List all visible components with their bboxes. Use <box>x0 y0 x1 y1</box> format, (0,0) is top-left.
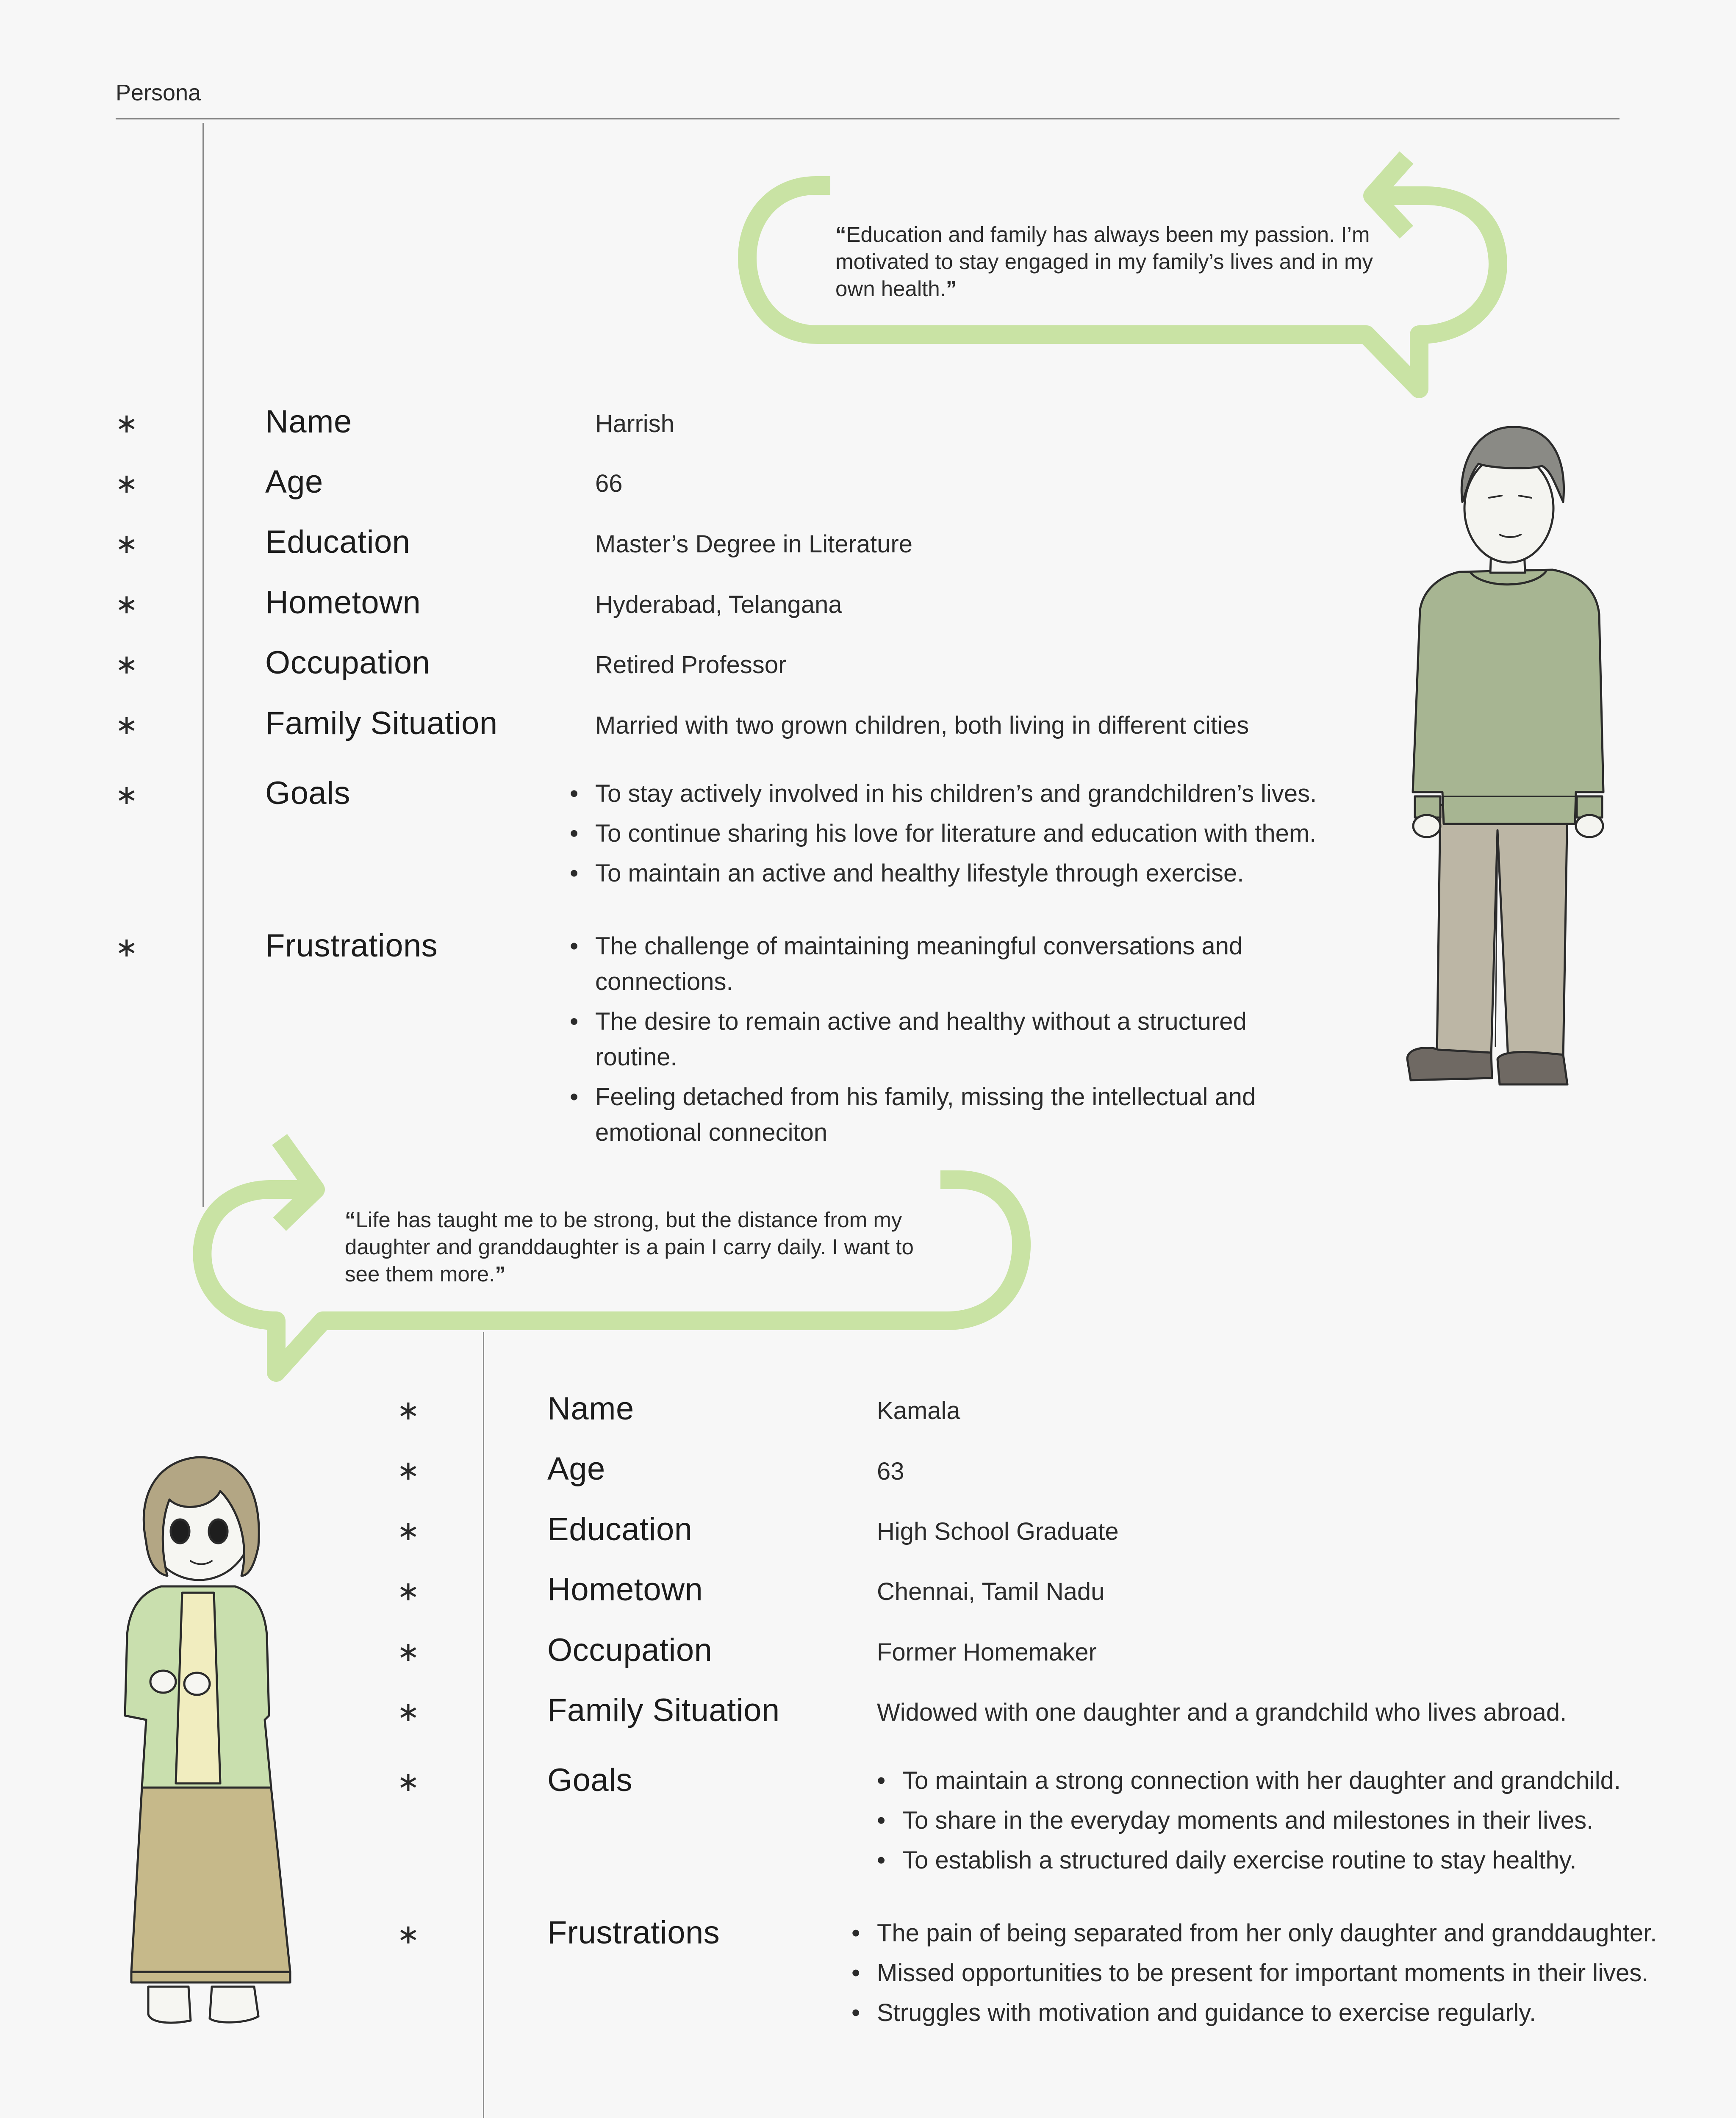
list-item: • Struggles with motivation and guidance to exercise regularly. <box>877 1995 1682 2031</box>
asterisk-icon: ∗ <box>397 1455 420 1486</box>
persona-2-goals-label: Goals <box>547 1762 633 1798</box>
list-item: • The challenge of maintaining meaningful conversations and connections. <box>595 929 1328 1000</box>
persona-2-family-value: Widowed with one daughter and a grandchild who lives abroad. <box>877 1699 1567 1726</box>
asterisk-icon: ∗ <box>397 1919 420 1950</box>
persona-1-frustrations-label: Frustrations <box>265 928 438 964</box>
asterisk-icon: ∗ <box>115 932 138 963</box>
persona-1-quote: “Education and family has always been my passion. I’m motivated to stay engaged in my family’s lives and in my own health.” <box>835 222 1373 301</box>
asterisk-icon: ∗ <box>397 1636 420 1668</box>
asterisk-icon: ∗ <box>115 710 138 741</box>
persona-1-name-label: Name <box>265 404 352 440</box>
asterisk-icon: ∗ <box>397 1576 420 1607</box>
persona-1-family-value: Married with two grown children, both living in different cities <box>595 712 1249 739</box>
list-item: • The pain of being separated from her only daughter and granddaughter. <box>877 1916 1682 1951</box>
persona-1-hometown-value: Hyderabad, Telangana <box>595 591 842 618</box>
persona-1-vertical-rule <box>202 123 204 1207</box>
list-item: • To share in the everyday moments and milestones in their lives. <box>902 1803 1728 1838</box>
asterisk-icon: ∗ <box>115 649 138 680</box>
page-title: Persona <box>116 80 201 105</box>
persona-2-goals-list <box>902 1763 1728 1882</box>
list-item: • The desire to remain active and healthy without a structured routine. <box>595 1004 1328 1075</box>
persona-1-goals-list <box>595 776 1400 895</box>
persona-1-quote-text: Education and family has always been my passion. I’m motivated to stay engaged in my family’s lives and in my own health. <box>835 222 1373 301</box>
list-item: • Feeling detached from his family, missing the intellectual and emotional conneciton <box>595 1079 1328 1150</box>
list-item: • To stay actively involved in his children’s and grandchildren’s lives. <box>595 776 1400 812</box>
persona-1-name-value: Harrish <box>595 410 674 438</box>
asterisk-icon: ∗ <box>115 528 138 560</box>
persona-1-illustration-icon <box>1398 415 1618 1103</box>
asterisk-icon: ∗ <box>397 1766 420 1798</box>
persona-1-goals-label: Goals <box>265 775 351 811</box>
persona-1-family-label: Family Situation <box>265 705 498 741</box>
persona-2-family-label: Family Situation <box>547 1692 780 1728</box>
persona-2-frustrations-label: Frustrations <box>547 1915 720 1951</box>
persona-2-quote: “Life has taught me to be strong, but the distance from my daughter and granddaughter is a pain I carry daily. I want to see them more.” <box>345 1208 914 1286</box>
asterisk-icon: ∗ <box>115 779 138 811</box>
persona-2-education-value: High School Graduate <box>877 1518 1119 1545</box>
asterisk-icon: ∗ <box>397 1697 420 1728</box>
list-item: • To establish a structured daily exercise routine to stay healthy. <box>902 1843 1728 1878</box>
persona-2-quote-text: Life has taught me to be strong, but the distance from my daughter and granddaughter is a pain I carry daily. I want to see them more. <box>345 1208 914 1286</box>
persona-2-education-label: Education <box>547 1511 693 1547</box>
persona-2-hometown-label: Hometown <box>547 1572 703 1608</box>
persona-1-occupation-value: Retired Professor <box>595 651 787 679</box>
persona-2-illustration-icon <box>110 1440 305 2035</box>
persona-2-hometown-value: Chennai, Tamil Nadu <box>877 1578 1105 1605</box>
persona-1-occupation-label: Occupation <box>265 645 430 681</box>
asterisk-icon: ∗ <box>115 468 138 499</box>
persona-2-frustrations-list <box>877 1916 1682 2035</box>
persona-2-age-label: Age <box>547 1451 605 1487</box>
persona-1-hometown-label: Hometown <box>265 585 421 621</box>
asterisk-icon: ∗ <box>397 1395 420 1426</box>
persona-1-education-value: Master’s Degree in Literature <box>595 530 912 558</box>
persona-1-age-label: Age <box>265 464 323 500</box>
persona-2-age-value: 63 <box>877 1458 904 1485</box>
asterisk-icon: ∗ <box>115 589 138 620</box>
list-item: • To continue sharing his love for literature and education with them. <box>595 816 1400 851</box>
persona-2-occupation-value: Former Homemaker <box>877 1638 1097 1666</box>
persona-1-frustrations-list <box>595 929 1328 1155</box>
persona-2-name-label: Name <box>547 1391 634 1427</box>
asterisk-icon: ∗ <box>115 408 138 439</box>
persona-1-education-label: Education <box>265 524 410 560</box>
list-item: • To maintain an active and healthy lifestyle through exercise. <box>595 856 1400 891</box>
list-item: • To maintain a strong connection with her daughter and grandchild. <box>902 1763 1728 1799</box>
list-item: • Missed opportunities to be present for important moments in their lives. <box>877 1955 1682 1991</box>
persona-1-age-value: 66 <box>595 470 623 497</box>
persona-2-name-value: Kamala <box>877 1397 960 1425</box>
persona-2-vertical-rule <box>483 1332 484 2118</box>
header-divider <box>116 118 1620 119</box>
persona-2-occupation-label: Occupation <box>547 1632 713 1668</box>
asterisk-icon: ∗ <box>397 1516 420 1547</box>
